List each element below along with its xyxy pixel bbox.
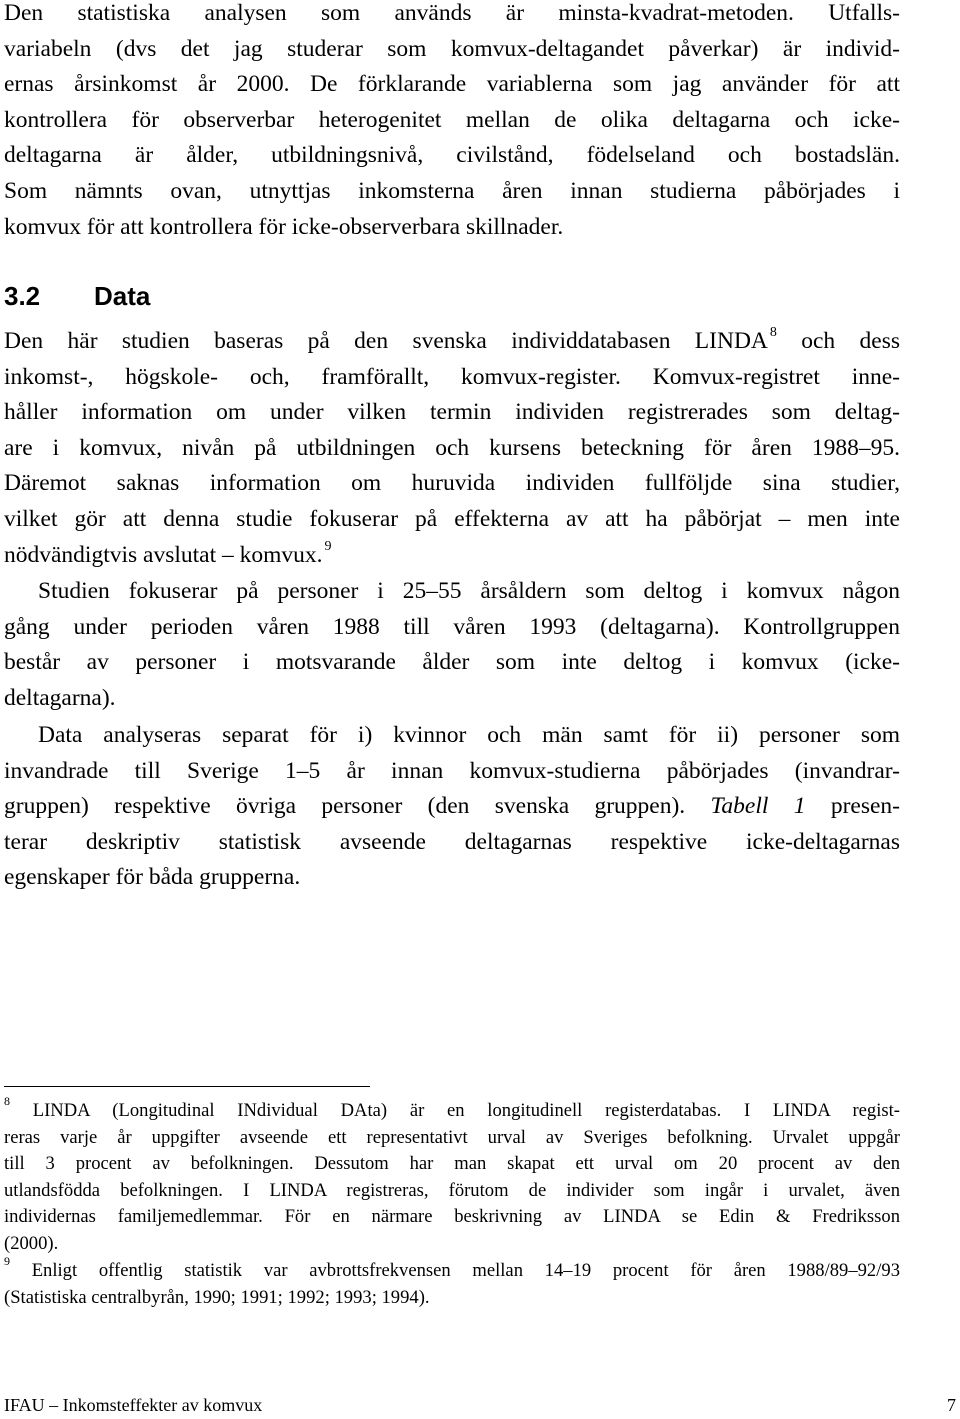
text-line: Däremot saknas information om huruvida individen fullföljde sina studier, [4,470,900,497]
text-line: komvux för att kontrollera för icke-observerbara skillnader. [4,213,564,240]
text-line: (2000). [4,1232,59,1254]
text-segment: Studien fokuserar på personer i 25–55 årsåldern som deltog i komvux någon [38,578,900,604]
paragraph-method [4,0,900,245]
text-line [4,574,900,610]
table-reference[interactable]: Tabell 1 [710,793,806,820]
paragraph-data-source [4,324,900,573]
text-line [4,1253,900,1285]
text-line: kontrollera för observerbar heterogenitet mellan de olika deltagarna och icke- [4,106,900,133]
footnote-divider [4,1086,370,1087]
text-line: are i komvux, nivån på utbildningen och kursens beteckning för åren 1988–95. [4,434,900,461]
text-line: individernas familjemedlemmar. För en närmare beskrivning av LINDA se Edin & Fredriksson [4,1206,900,1228]
text-line: variabeln (dvs det jag studerar som komvux-deltagandet påverkar) är individ- [4,35,900,62]
text-line: inkomst-, högskole- och, framförallt, komvux-register. Komvux-registret inne- [4,363,900,390]
text-segment: LINDA (Longitudinal INdividual DAta) är en longitudinell registerdatabas. I LINDA regist- [10,1100,900,1121]
text-line: ernas årsinkomst år 2000. De förklarande variablerna som jag använder för att [4,71,900,98]
footnote-ref-8[interactable]: 8 [769,325,777,341]
text-line: terar deskriptiv statistisk avseende deltagarnas respektive icke-deltagarnas [4,828,900,855]
text-line [4,789,900,825]
text-segment: Data analyseras separat för i) kvinnor och män samt för ii) personer som [38,722,900,748]
text-line [4,538,900,574]
text-line: Som nämnts ovan, utnyttjas inkomsterna åren innan studierna påbörjades i [4,177,900,204]
footnote-ref-9[interactable]: 9 [324,538,332,554]
text-line: reras varje år uppgifter avseende ett representativt urval av Sveriges befolkning. Urvalet uppgår [4,1126,900,1148]
text-line [4,324,900,360]
section-number: 3.2 [4,281,41,311]
text-line: består av personer i motsvarande ålder som inte deltog i komvux (icke- [4,649,900,676]
paragraph-sample [4,574,900,716]
text-segment: Den här studien baseras på den svenska individdatabasen LINDA [4,328,768,354]
text-line: deltagarna). [4,684,116,711]
text-line [4,1093,900,1125]
text-line: till 3 procent av befolkningen. Dessutom har man skapat ett urval om 20 procent av den [4,1153,900,1175]
text-segment: nödvändigtvis avslutat – komvux. [4,541,323,568]
footnote-marker: 9 [4,1253,10,1268]
text-segment: gruppen) respektive övriga personer (den svenska gruppen). [4,793,711,820]
text-line: Den statistiska analysen som används är minsta-kvadrat-metoden. Utfalls- [4,0,900,26]
footnote-marker: 8 [4,1093,10,1108]
section-heading [4,278,150,314]
text-line: invandrade till Sverige 1–5 år innan komvux-studierna påbörjades (invandrar- [4,757,900,784]
footnote-9 [4,1253,900,1311]
text-line: deltagarna är ålder, utbildningsnivå, civilstånd, födelseland och bostadslän. [4,142,900,169]
footnote-8 [4,1093,900,1258]
section-title: Data [94,281,151,311]
text-line: vilket gör att denna studie fokuserar på effekterna av att ha påbörjat – men inte [4,505,900,532]
text-line: utlandsfödda befolkningen. I LINDA registreras, förutom de individer som ingår i urvalet, även [4,1179,900,1201]
text-line: gång under perioden våren 1988 till våren 1993 (deltagarna). Kontrollgruppen [4,613,900,640]
text-line [4,718,900,754]
text-line: egenskaper för båda grupperna. [4,864,301,891]
page-number: 7 [947,1395,956,1415]
text-segment: presen- [805,793,900,820]
text-segment: Enligt offentlig statistik var avbrottsfrekvensen mellan 14–19 procent för åren 1988/89–92/93 [10,1260,900,1281]
paragraph-analysis-groups [4,718,900,896]
footer-title: IFAU – Inkomsteffekter av komvux [4,1395,263,1415]
text-line: håller information om under vilken termin individen registrerades som deltag- [4,399,900,426]
text-line: (Statistiska centralbyrån, 1990; 1991; 1992; 1993; 1994). [4,1286,430,1308]
text-segment: och dess [776,328,900,354]
